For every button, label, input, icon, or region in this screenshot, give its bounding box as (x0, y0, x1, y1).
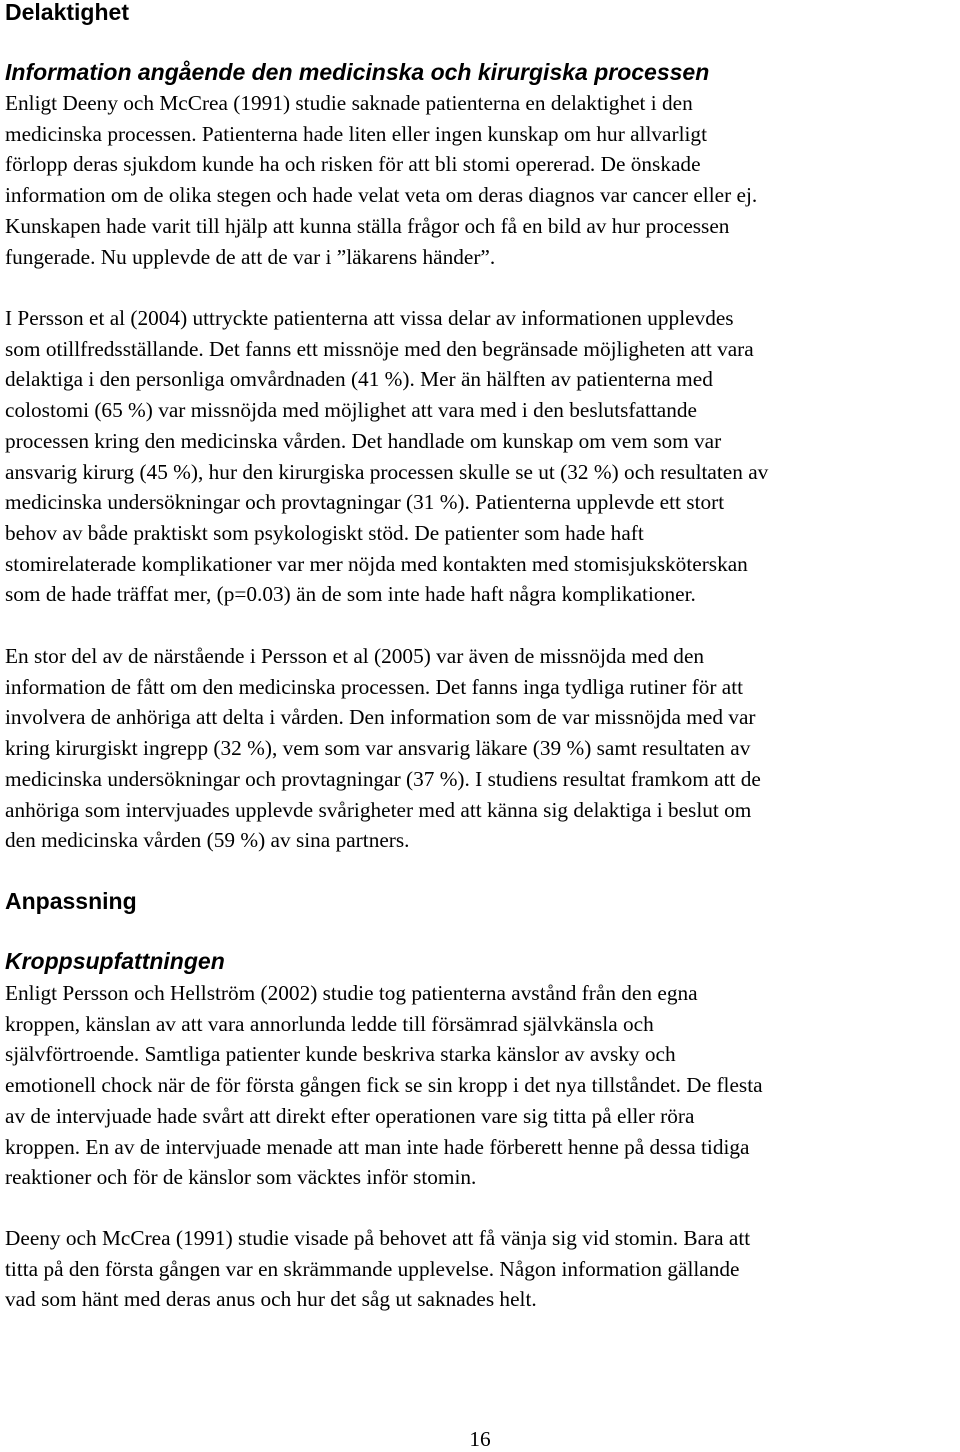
text-line: colostomi (65 %) var missnöjda med möjlighet att vara med i den beslutsfattande (5, 398, 697, 423)
text-line: Deeny och McCrea (1991) studie visade på behovet att få vänja sig vid stomin. Bara att (5, 1226, 751, 1250)
text-line: En stor del av de närstående i Persson et al (2005) var även de missnöjda med den (5, 644, 705, 668)
text-line: förlopp deras sjukdom kunde ha och risken för att bli stomi opererad. De önskade (5, 152, 701, 177)
page-number: 16 (469, 1427, 491, 1451)
subheading-kroppsupfattningen: Kroppsupfattningen (5, 948, 225, 974)
text-line: emotionell chock när de för första gången fick se sin kropp i det nya tillståndet. De flesta (5, 1073, 763, 1098)
text-line: processen kring den medicinska vården. Det handlade om kunskap om vem som var (5, 428, 722, 453)
text-line: kroppen, känslan av att vara annorlunda ledde till försämrad självkänsla och (5, 1011, 654, 1036)
paragraph-persson-hellstrom (5, 978, 960, 1193)
text-line: medicinska processen. Patienterna hade liten eller ingen kunskap om hur allvarligt (5, 121, 707, 146)
paragraph-persson-2005 (5, 641, 960, 856)
text-line: medicinska undersökningar och provtagningar (31 %). Patienterna upplevde ett stort (5, 490, 725, 515)
text-line: Kunskapen hade varit till hjälp att kunna ställa frågor och få en bild av hur processen (5, 213, 730, 238)
paragraph-deeny-mccrea-2 (5, 1223, 960, 1315)
heading-delaktighet: Delaktighet (5, 0, 129, 25)
text-line: som otillfredsställande. Det fanns ett missnöje med den begränsade möjligheten att vara (5, 336, 754, 361)
text-line: reaktioner och för de känslor som väcktes inför stomin. (5, 1165, 477, 1190)
text-line: Enligt Persson och Hellström (2002) studie tog patienterna avstånd från den egna (5, 981, 698, 1005)
text-line: den medicinska vården (59 %) av sina partners. (5, 828, 410, 853)
text-line: anhöriga som intervjuades upplevde svårigheter med att känna sig delaktiga i beslut om (5, 797, 752, 822)
text-line: Enligt Deeny och McCrea (1991) studie saknade patienterna en delaktighet i den (5, 91, 693, 115)
text-line: titta på den första gången var en skrämmande upplevelse. Någon information gällande (5, 1256, 740, 1281)
text-line: vad som hänt med deras anus och hur det såg ut saknades helt. (5, 1287, 537, 1312)
text-line: fungerade. Nu upplevde de att de var i ”läkarens händer”. (5, 244, 496, 269)
text-line: delaktiga i den personliga omvårdnaden (41 %). Mer än hälften av patienterna med (5, 367, 713, 392)
text-line: kring kirurgiskt ingrepp (32 %), vem som var ansvarig läkare (39 %) samt resultaten av (5, 736, 751, 761)
text-line: självförtroende. Samtliga patienter kunde beskriva starka känslor av avsky och (5, 1042, 676, 1067)
heading-anpassning: Anpassning (5, 888, 137, 914)
text-line: information de fått om den medicinska processen. Det fanns inga tydliga rutiner för att (5, 674, 744, 699)
text-line: behov av både praktiskt som psykologiskt stöd. De patienter som hade haft (5, 520, 644, 545)
paragraph-persson-2004 (5, 303, 960, 610)
text-line: av de intervjuade hade svårt att direkt efter operationen vare sig titta på eller röra (5, 1103, 695, 1128)
text-line: stomirelaterade komplikationer var mer nöjda med kontakten med stomisjuksköterskan (5, 551, 748, 576)
text-line: ansvarig kirurg (45 %), hur den kirurgiska processen skulle se ut (32 %) och resultaten av (5, 459, 769, 484)
paragraph-deeny-mccrea-1 (5, 88, 960, 272)
text-line: som de hade träffat mer, (p=0.03) än de som inte hade haft några komplikationer. (5, 582, 696, 607)
text-line: kroppen. En av de intervjuade menade att man inte hade förberett henne på dessa tidiga (5, 1134, 750, 1159)
text-line: I Persson et al (2004) uttryckte patienterna att vissa delar av informationen upplevdes (5, 306, 734, 330)
text-line: medicinska undersökningar och provtagningar (37 %). I studiens resultat framkom att de (5, 766, 761, 791)
text-line: involvera de anhöriga att delta i vården. Den information som de var missnöjda med var (5, 705, 756, 730)
subheading-information: Information angående den medicinska och kirurgiska processen (5, 59, 710, 85)
text-line: information om de olika stegen och hade velat veta om deras diagnos var cancer eller ej. (5, 183, 758, 208)
